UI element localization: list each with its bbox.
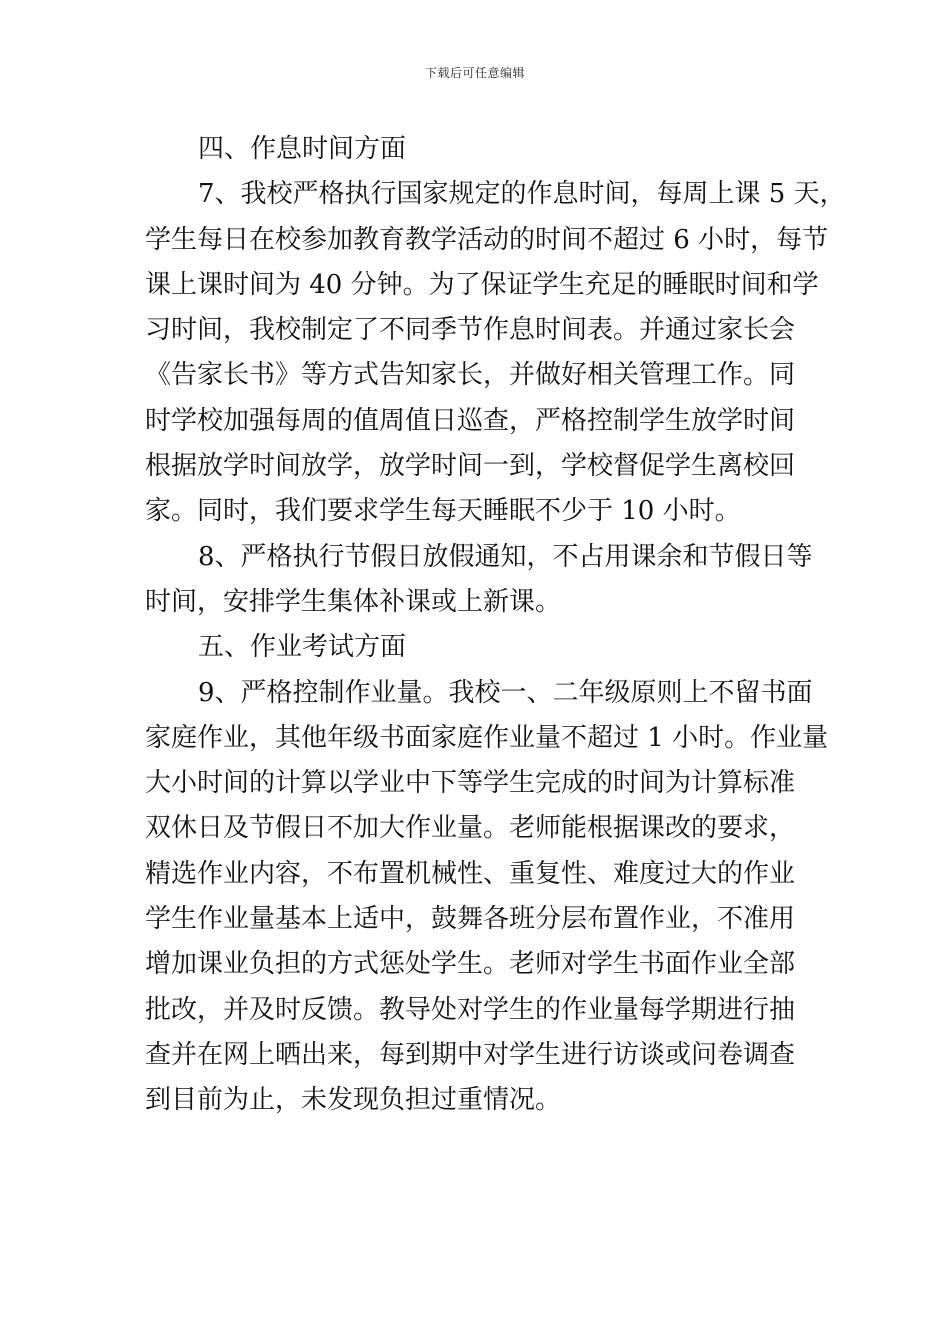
paragraph-line: 查并在网上晒出来，每到期中对学生进行访谈或问卷调查 [145, 1039, 796, 1070]
paragraph-line: 学生每日在校参加教育教学活动的时间不超过 6 小时，每节 [145, 224, 829, 255]
paragraph-line: 家。同时，我们要求学生每天睡眠不少于 10 小时。 [145, 496, 741, 527]
paragraph-line: 课上课时间为 40 分钟。为了保证学生充足的睡眠时间和学 [145, 269, 819, 300]
paragraph-line: 时间，安排学生集体补课或上新课。 [145, 586, 562, 617]
paragraph-line: 双休日及节假日不加大作业量。老师能根据课改的要求， [145, 813, 796, 844]
paragraph-line: 家庭作业，其他年级书面家庭作业量不超过 1 小时。作业量 [145, 722, 829, 753]
paragraph-line: 大小时间的计算以学业中下等学生完成的时间为计算标准 [145, 768, 796, 799]
paragraph-line: 批改，并及时反馈。教导处对学生的作业量每学期进行抽 [145, 994, 796, 1025]
paragraph-line: 7、我校严格执行国家规定的作息时间，每周上课 5 天， [198, 179, 846, 210]
paragraph-line: 时学校加强每周的值周值日巡查，严格控制学生放学时间 [145, 405, 796, 436]
section-heading-schedule: 四、作息时间方面 [198, 134, 407, 164]
paragraph-line: 9、严格控制作业量。我校一、二年级原则上不留书面 [198, 677, 813, 708]
paragraph-line: 增加课业负担的方式惩处学生。老师对学生书面作业全部 [145, 949, 796, 980]
paragraph-line: 到目前为止，未发现负担过重情况。 [145, 1085, 562, 1116]
paragraph-line: 《告家长书》等方式告知家长，并做好相关管理工作。同 [145, 360, 796, 391]
header-note: 下载后可任意编辑 [424, 66, 525, 80]
document-body [145, 127, 846, 1124]
section-heading-homework: 五、作业考试方面 [198, 632, 407, 663]
paragraph-line: 8、严格执行节假日放假通知，不占用课余和节假日等 [198, 541, 813, 572]
paragraph-line: 习时间，我校制定了不同季节作息时间表。并通过家长会 [145, 315, 796, 346]
paragraph-line: 学生作业量基本上适中，鼓舞各班分层布置作业，不准用 [145, 904, 796, 935]
paragraph-line: 根据放学时间放学，放学时间一到，学校督促学生离校回 [145, 451, 796, 482]
paragraph-line: 精选作业内容，不布置机械性、重复性、难度过大的作业 [145, 858, 796, 889]
